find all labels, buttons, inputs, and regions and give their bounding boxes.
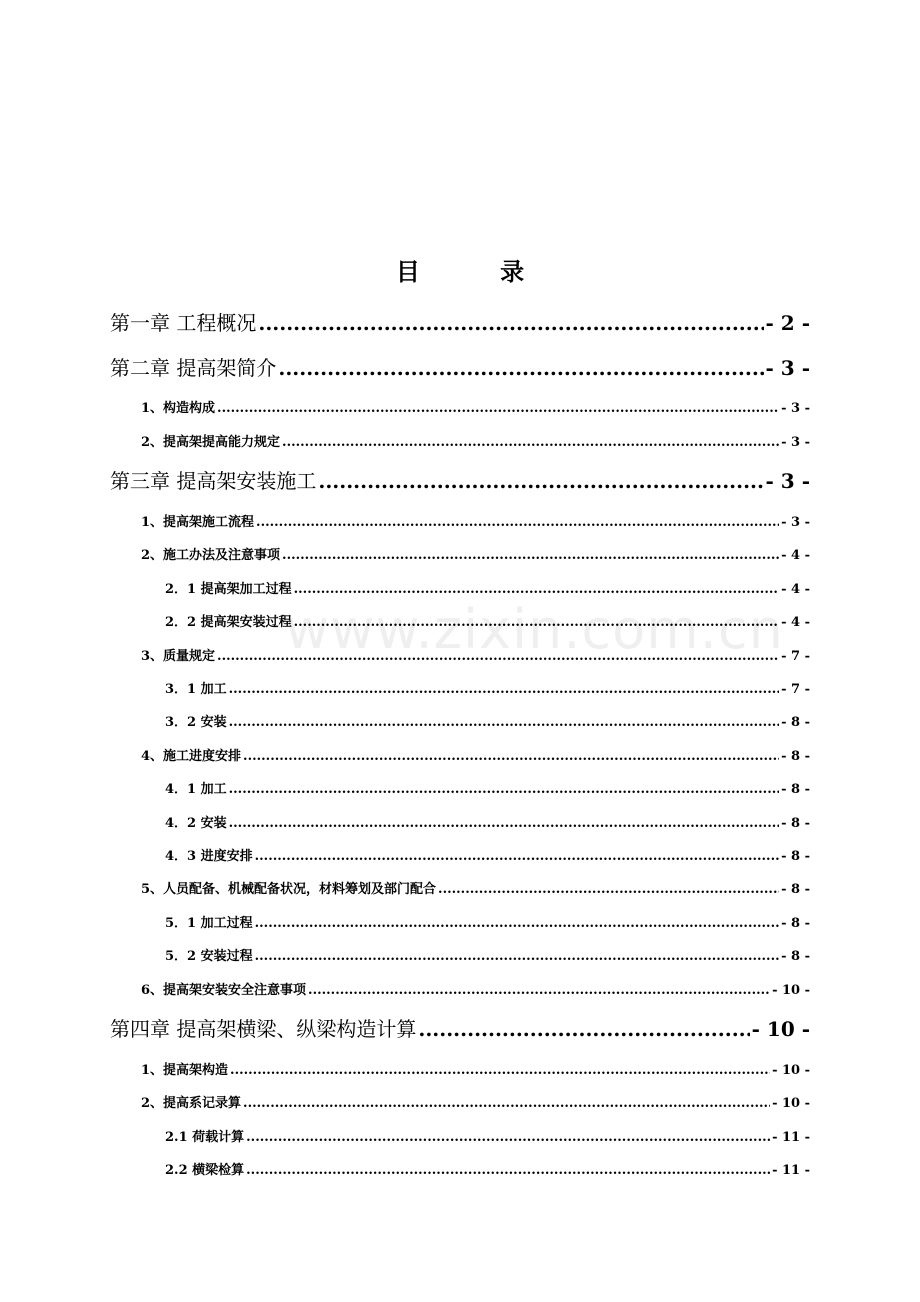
toc-entry-chapter-4[interactable] [110, 1015, 810, 1043]
toc-entry-section[interactable] [141, 400, 810, 418]
toc-leader-dots [256, 514, 779, 532]
toc-page-number: - 7 - [781, 682, 810, 697]
toc-page-number: - 4 - [781, 615, 810, 630]
toc-leader-dots [255, 915, 779, 933]
toc-page-number: - 3 - [765, 469, 810, 493]
toc-entry-label: 4．1 加工 [165, 782, 227, 797]
toc-page-number: - 8 - [781, 849, 810, 864]
toc-entry-subsection[interactable] [165, 581, 810, 599]
toc-entry-label: 2、提高架提高能力规定 [141, 435, 281, 450]
toc-leader-dots [243, 1095, 770, 1113]
toc-page-number: - 4 - [781, 582, 810, 597]
toc-page-number: - 3 - [765, 356, 810, 380]
toc-entry-section[interactable] [141, 1062, 810, 1080]
toc-entry-label: 2.1 荷载计算 [165, 1130, 245, 1145]
toc-page-number: - 8 - [781, 749, 810, 764]
toc-entry-subsection[interactable] [165, 1162, 810, 1180]
toc-title: 目 录 [395, 257, 561, 286]
toc-entry-label: 3．2 安装 [165, 715, 227, 730]
toc-page-number: - 7 - [781, 649, 810, 664]
toc-leader-dots [246, 1129, 770, 1147]
toc-entry-label: 1、构造构成 [141, 401, 216, 416]
toc-entry-section[interactable] [141, 648, 810, 666]
toc-entry-label: 1、提高架构造 [141, 1063, 229, 1078]
toc-page-number: - 8 - [781, 916, 810, 931]
toc-entry-label: 1、提高架施工流程 [141, 515, 255, 530]
toc-page-number: - 3 - [781, 435, 810, 450]
toc-leader-dots [243, 748, 779, 766]
toc-entry-label: 2.2 横梁检算 [165, 1163, 245, 1178]
toc-page-number: - 10 - [751, 1017, 810, 1041]
toc-entry-label: 5．1 加工过程 [165, 916, 253, 931]
toc-entry-label: 4．3 进度安排 [165, 849, 253, 864]
toc-entry-label: 第四章 提高架横梁、纵梁构造计算 [110, 1017, 417, 1041]
toc-entry-section[interactable] [141, 514, 810, 532]
toc-leader-dots [229, 681, 779, 699]
toc-leader-dots [255, 948, 779, 966]
toc-page-number: - 4 - [781, 548, 810, 563]
toc-entry-subsection[interactable] [165, 948, 810, 966]
toc-leader-dots [318, 467, 763, 495]
toc-page-number: - 10 - [772, 1063, 810, 1078]
watermark: www.zixin.com.cn [285, 598, 784, 661]
toc-page-number: - 11 - [772, 1163, 810, 1178]
toc-entry-section[interactable] [141, 748, 810, 766]
toc-entry-label: 2．1 提高架加工过程 [165, 582, 292, 597]
toc-page-number: - 3 - [781, 401, 810, 416]
toc-entry-chapter-3[interactable] [110, 467, 810, 495]
toc-leader-dots [282, 547, 779, 565]
toc-entry-section[interactable] [141, 1095, 810, 1113]
toc-entry-subsection[interactable] [165, 848, 810, 866]
toc-entry-label: 第三章 提高架安装施工 [110, 469, 317, 493]
toc-entry-section[interactable] [141, 547, 810, 565]
toc-entry-label: 6、提高架安装安全注意事项 [141, 983, 307, 998]
toc-entry-chapter-1[interactable] [110, 309, 810, 337]
toc-page-number: - 10 - [772, 1096, 810, 1111]
toc-leader-dots [294, 581, 779, 599]
toc-entry-label: 3．1 加工 [165, 682, 227, 697]
toc-leader-dots [438, 881, 779, 899]
toc-leader-dots [418, 1015, 749, 1043]
toc-entry-label: 4．2 安装 [165, 816, 227, 831]
toc-page-number: - 8 - [781, 816, 810, 831]
toc-entry-subsection[interactable] [165, 915, 810, 933]
toc-entry-label: 2．2 提高架安装过程 [165, 615, 292, 630]
toc-entry-label: 3、质量规定 [141, 649, 216, 664]
toc-entry-label: 2、施工办法及注意事项 [141, 548, 281, 563]
toc-page-number: - 10 - [772, 983, 810, 998]
toc-entry-subsection[interactable] [165, 1129, 810, 1147]
toc-entry-chapter-2[interactable] [110, 354, 810, 382]
toc-entry-section[interactable] [141, 982, 810, 1000]
toc-leader-dots [258, 309, 763, 337]
toc-entry-label: 4、施工进度安排 [141, 749, 242, 764]
toc-entry-subsection[interactable] [165, 714, 810, 732]
toc-entry-section[interactable] [141, 881, 810, 899]
toc-entry-subsection[interactable] [165, 681, 810, 699]
toc-entry-label: 2、提高系记录算 [141, 1096, 242, 1111]
toc-entry-label: 5、人员配备、机械配备状况，材料筹划及部门配合 [141, 882, 437, 897]
toc-page-number: - 2 - [765, 311, 810, 335]
toc-leader-dots [217, 648, 779, 666]
toc-entry-subsection[interactable] [165, 614, 810, 632]
toc-leader-dots [229, 714, 779, 732]
toc-entry-subsection[interactable] [165, 815, 810, 833]
toc-entry-subsection[interactable] [165, 781, 810, 799]
toc-leader-dots [278, 354, 763, 382]
toc-leader-dots [308, 982, 770, 1000]
toc-entry-label: 第二章 提高架简介 [110, 356, 277, 380]
toc-leader-dots [255, 848, 779, 866]
toc-page-number: - 11 - [772, 1130, 810, 1145]
toc-leader-dots [217, 400, 779, 418]
toc-leader-dots [246, 1162, 770, 1180]
toc-entry-label: 第一章 工程概况 [110, 311, 257, 335]
toc-entry-label: 5．2 安装过程 [165, 949, 253, 964]
toc-leader-dots [282, 434, 779, 452]
toc-page-number: - 8 - [781, 949, 810, 964]
toc-page-number: - 8 - [781, 715, 810, 730]
toc-leader-dots [229, 781, 779, 799]
toc-page-number: - 3 - [781, 515, 810, 530]
toc-leader-dots [229, 815, 779, 833]
toc-leader-dots [230, 1062, 770, 1080]
toc-leader-dots [294, 614, 779, 632]
toc-page-number: - 8 - [781, 782, 810, 797]
toc-page-number: - 8 - [781, 882, 810, 897]
toc-entry-section[interactable] [141, 434, 810, 452]
